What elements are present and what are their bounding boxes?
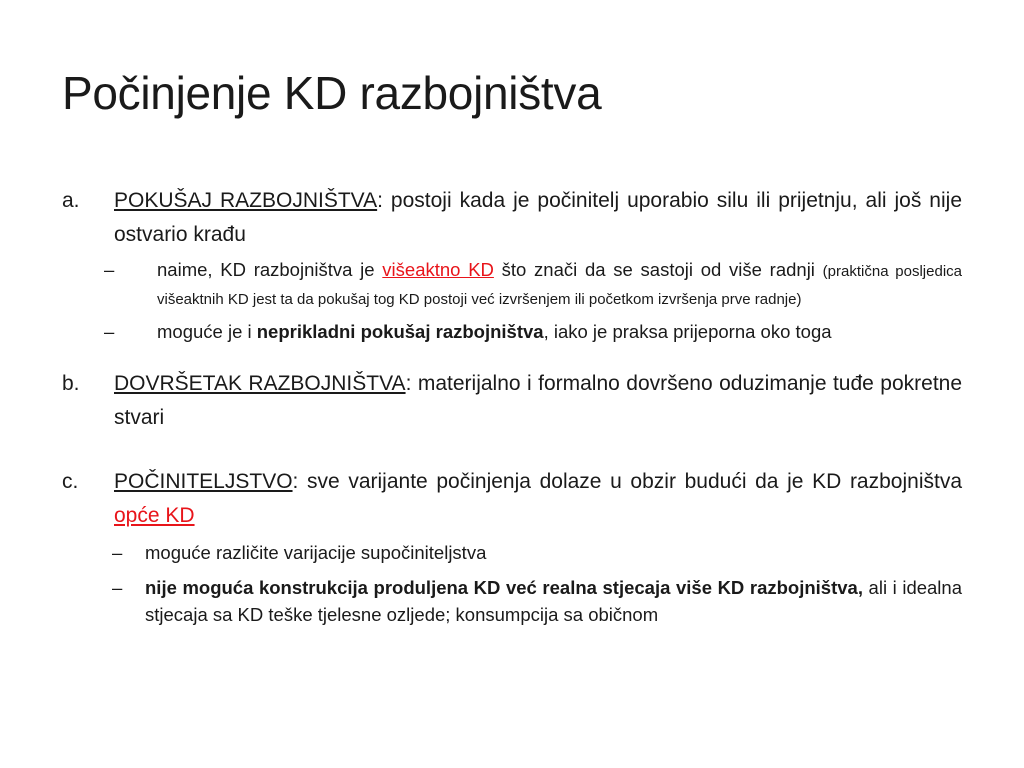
list-item-c bbox=[62, 465, 962, 533]
sub-c1-text: moguće različite varijacije supočiniteljstva bbox=[145, 542, 487, 563]
sub-c2-emph: nije moguća konstrukcija produljena KD već realna stjecaja više KD razbojništva, bbox=[145, 577, 863, 598]
sub-item-c2 bbox=[112, 574, 962, 628]
item-c-text: sve varijante počinjenja dolaze u obzir budući da je KD razbojništva bbox=[298, 470, 962, 493]
sub-item-a1 bbox=[104, 256, 963, 312]
sub-a2-emph: neprikladni pokušaj razbojništva bbox=[256, 321, 544, 342]
page-title: Počinjenje KD razbojništva bbox=[62, 67, 602, 119]
sub-a1-post: što znači da se sastoji od više radnji bbox=[493, 259, 823, 280]
dash-a2: – bbox=[104, 321, 115, 342]
list-marker-c: c. bbox=[62, 470, 79, 493]
dash-c1: – bbox=[112, 542, 123, 563]
item-c-highlight: opće KD bbox=[114, 504, 195, 527]
list-marker-b: b. bbox=[62, 372, 80, 395]
item-b-term: DOVRŠETAK RAZBOJNIŠTVA bbox=[114, 372, 406, 395]
sub-a1-highlight: višeaktno KD bbox=[382, 259, 494, 280]
item-c-term: POČINITELJSTVO bbox=[114, 470, 293, 493]
slide-content bbox=[62, 184, 962, 628]
sub-a2-pre: moguće je i bbox=[157, 321, 257, 342]
list-item-a bbox=[62, 184, 962, 252]
dash-a1: – bbox=[104, 259, 115, 280]
dash-c2: – bbox=[112, 577, 123, 598]
item-a-sep: : bbox=[377, 189, 383, 212]
sub-item-a2 bbox=[104, 318, 962, 345]
sub-a2-post: , iako je praksa prijeporna oko toga bbox=[543, 321, 832, 342]
item-c-sep: : bbox=[292, 470, 299, 493]
sub-item-c1 bbox=[112, 539, 962, 566]
sub-c2-post: ali i idealna stjecaja sa KD teške tjelesne ozljede; konsumpcija sa običnom bbox=[145, 577, 962, 625]
sub-a1-pre: naime, KD razbojništva je bbox=[157, 259, 383, 280]
sub-a1-small: (praktična posljedica višeaktnih KD jest ta da pokušaj tog KD postoji već izvršenjem ili početkom izvršenja prve radnje) bbox=[157, 263, 963, 308]
list-marker-a: a. bbox=[62, 189, 80, 212]
list-item-b bbox=[62, 367, 962, 435]
item-b-sep: : bbox=[405, 372, 412, 395]
item-a-term: POKUŠAJ RAZBOJNIŠTVA bbox=[114, 189, 378, 212]
item-b-text: materijalno i formalno dovršeno oduzimanje tuđe pokretne stvari bbox=[114, 372, 963, 429]
item-a-text: postoji kada je počinitelj uporabio silu ili prijetnju, ali još nije ostvario krađu bbox=[114, 189, 962, 246]
